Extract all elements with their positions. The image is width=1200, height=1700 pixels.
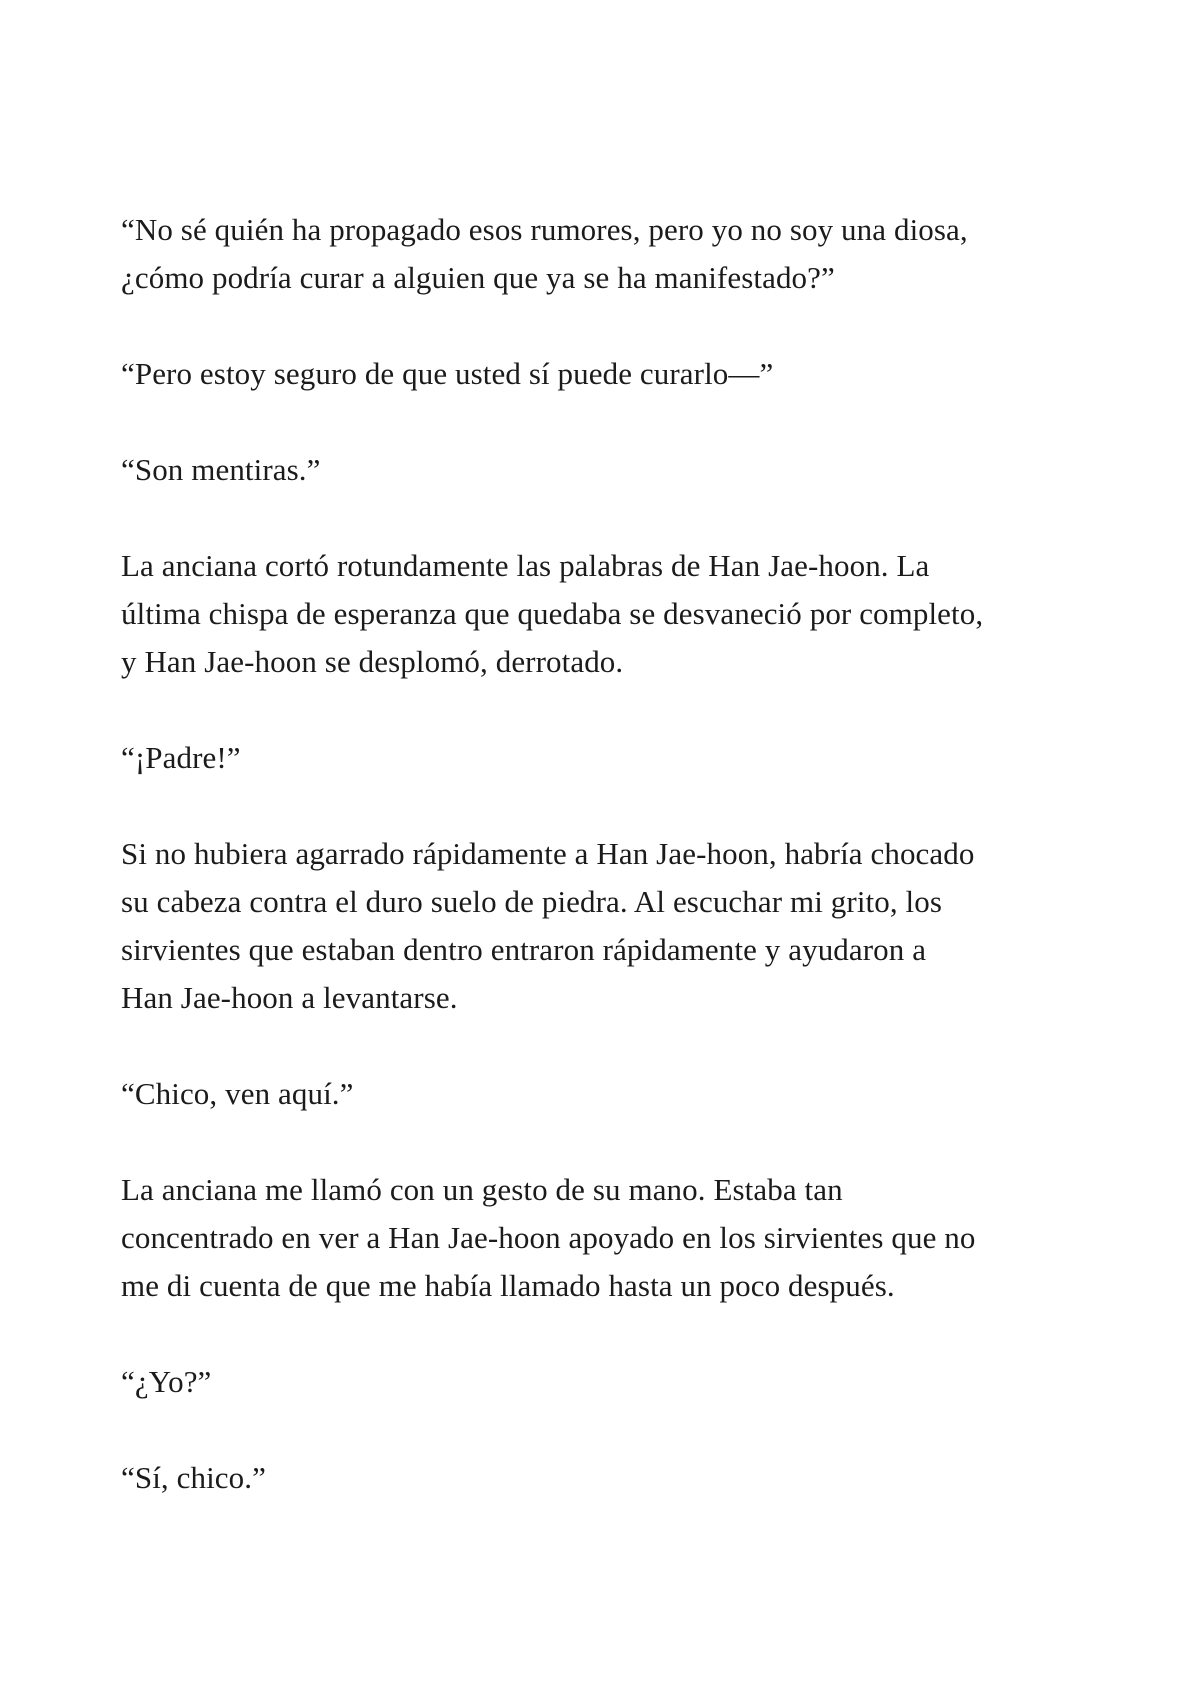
paragraph-3: “Son mentiras.” <box>121 452 321 487</box>
paragraph-9: “¿Yo?” <box>121 1364 212 1399</box>
paragraph-6: Si no hubiera agarrado rápidamente a Han Jae-hoon, habría chocado su cabeza contra el duro suelo de piedra. Al escuchar mi grito, los sirvientes que estaban dentro entraron rápidamente y ayudaron a Han Jae-hoon a levantarse. <box>121 836 975 1015</box>
paragraph-4: La anciana cortó rotundamente las palabras de Han Jae-hoon. La última chispa de esperanza que quedaba se desvaneció por completo, y Han Jae-hoon se desplomó, derrotado. <box>121 548 984 679</box>
paragraph-1: “No sé quién ha propagado esos rumores, pero yo no soy una diosa, ¿cómo podría curar a alguien que ya se ha manifestado?” <box>121 212 968 295</box>
paragraph-8: La anciana me llamó con un gesto de su mano. Estaba tan concentrado en ver a Han Jae-hoon apoyado en los sirvientes que no me di cuenta de que me había llamado hasta un poco después. <box>121 1172 976 1303</box>
body-text <box>121 206 1101 1550</box>
paragraph-10: “Sí, chico.” <box>121 1460 266 1495</box>
paragraph-2: “Pero estoy seguro de que usted sí puede curarlo—” <box>121 356 774 391</box>
paragraph-7: “Chico, ven aquí.” <box>121 1076 354 1111</box>
paragraph-5: “¡Padre!” <box>121 740 241 775</box>
